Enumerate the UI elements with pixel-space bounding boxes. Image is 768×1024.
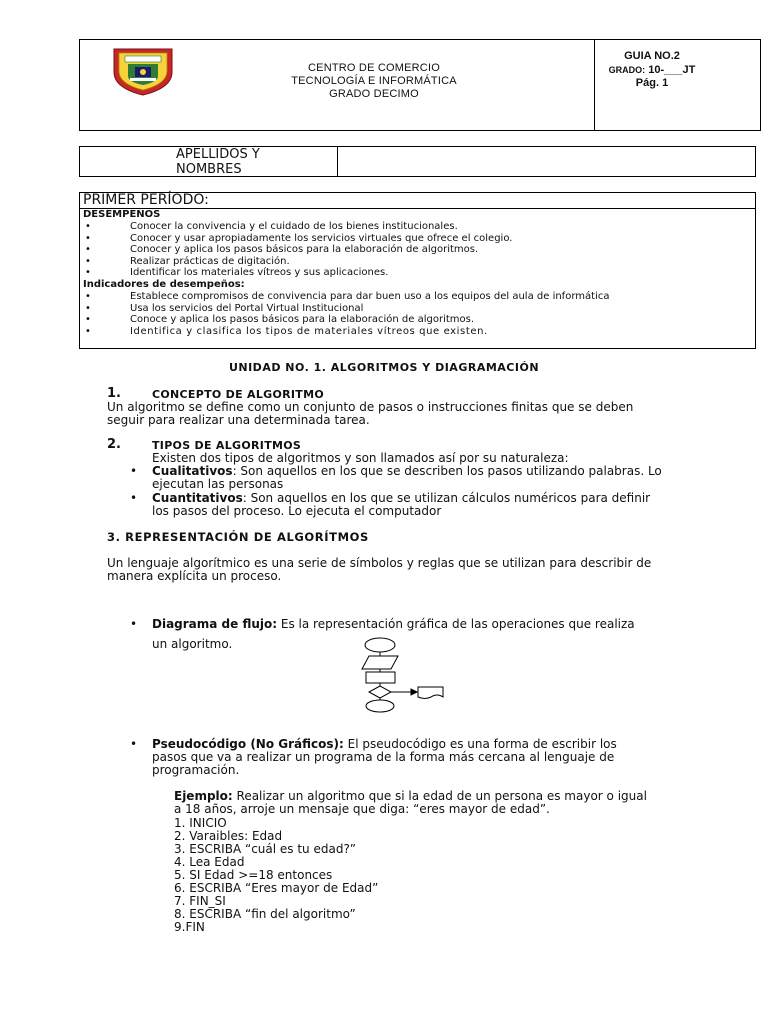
period-divider xyxy=(79,208,756,209)
s1-title: CONCEPTO DE ALGORITMO xyxy=(152,388,325,401)
indicadores-label: Indicadores de desempeños: xyxy=(83,279,245,290)
school-name: CENTRO DE COMERCIO xyxy=(308,62,440,74)
s1-text: Un algoritmo se define como un conjunto de pasos o instrucciones finitas que se deben seguir para realizar una determinada tarea. xyxy=(107,400,634,427)
pseudo-bullet: • xyxy=(130,737,138,751)
pseudocode-step: 5. SI Edad >=18 entonces xyxy=(174,868,333,882)
s2-intro: Existen dos tipos de algoritmos y son llamados así por su naturaleza: xyxy=(152,451,569,465)
s2-title: TIPOS DE ALGORITMOS xyxy=(152,439,302,452)
pseudocode-step: 7. FIN_SI xyxy=(174,894,226,908)
header-title xyxy=(180,62,568,101)
flow-bullet: • xyxy=(130,617,138,631)
s2-number: 2. xyxy=(107,437,121,452)
s2-bullet-1: • xyxy=(130,464,138,478)
example-text: Ejemplo: Realizar un algoritmo que si la edad de un persona es mayor o igual a 18 años, arroje un mensaje que diga: “eres mayor de edad”. xyxy=(174,789,647,816)
grade-level: GRADO DECIMO xyxy=(329,88,419,100)
period-title: PRIMER PERÍODO: xyxy=(83,192,209,208)
subject-name: TECNOLOGÍA E INFORMÁTICA xyxy=(291,75,457,87)
guide-info xyxy=(596,50,708,90)
pseudocode-steps xyxy=(174,817,378,934)
desempenos-label: DESEMPEÑOS xyxy=(83,209,161,220)
pseudocode-step: 9.FIN xyxy=(174,920,205,934)
s3-text: Un lenguaje algorítmico es una serie de símbolos y reglas que se utilizan para describir de manera explícita un proceso. xyxy=(107,556,652,583)
grade-value: 10-___JT xyxy=(648,64,696,76)
page-number: Pág. 1 xyxy=(635,77,669,89)
s2-item-2: Cuantitativos: Son aquellos en los que se utilizan cálculos numéricos para definir los pasos del proceso. Lo ejecuta el computador xyxy=(152,491,651,518)
s1-number: 1. xyxy=(107,386,121,401)
pseudocode-step: 3. ESCRIBA “cuál es tu edad?” xyxy=(174,842,357,856)
flowchart-diagram xyxy=(355,637,455,713)
pseudocode-step: 2. Varaibles: Edad xyxy=(174,829,283,843)
s3-title: 3. REPRESENTACIÓN DE ALGORÍTMOS xyxy=(107,530,369,544)
flow-item-cont: un algoritmo. xyxy=(152,637,233,651)
pseudocode-step: 4. Lea Edad xyxy=(174,855,245,869)
pseudo-item: Pseudocódigo (No Gráficos): El pseudocódigo es una forma de escribir los pasos que va a realizar un programa de la forma más cercana al lenguaje de programación. xyxy=(152,737,617,777)
flow-item: Diagrama de flujo: Es la representación gráfica de las operaciones que realiza xyxy=(152,617,635,631)
s2-bullet-2: • xyxy=(130,491,138,505)
pseudocode-step: 8. ESCRIBA “fin del algoritmo” xyxy=(174,907,356,921)
guide-number: GUIA NO.2 xyxy=(624,50,680,62)
unit-title: UNIDAD NO. 1. ALGORITMOS Y DIAGRAMACIÓN xyxy=(228,361,540,374)
name-label: APELLIDOS Y NOMBRES xyxy=(176,147,260,177)
grade-label: GRADO: xyxy=(608,65,646,75)
header-divider xyxy=(594,39,595,131)
name-field[interactable] xyxy=(338,147,754,175)
pseudocode-step: 1. INICIO xyxy=(174,816,227,830)
school-logo xyxy=(110,46,176,96)
pseudocode-step: 6. ESCRIBA “Eres mayor de Edad” xyxy=(174,881,379,895)
s2-item-1: Cualitativos: Son aquellos en los que se describen los pasos utilizando palabras. Lo ejecutan las personas xyxy=(152,464,662,491)
